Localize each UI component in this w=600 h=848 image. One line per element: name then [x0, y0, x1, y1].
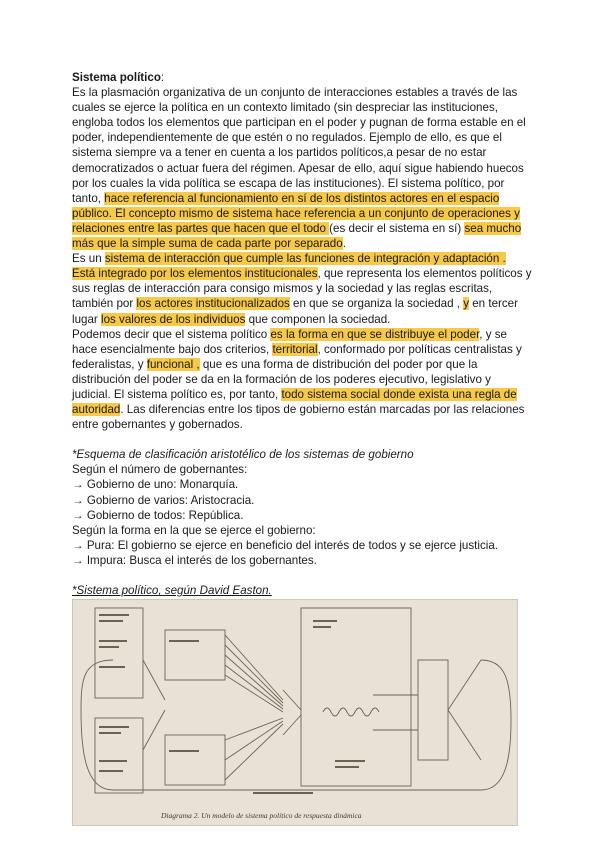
text-run: Es un [72, 252, 105, 266]
section-title: Sistema político: [72, 71, 165, 84]
highlighted-text: hace referencia al funcionamiento en sí de los distintos actores en el espacio público. El concepto mismo de sistema hace referencia a un conjunto de operaciones y relaciones entre las partes que hacen que el todo [72, 191, 520, 235]
text-run: que es una forma de distribución del poder por que la distribución del poder se da en la formación de los poderes ejecutivo, legislativo y judicial. El sistema político es, por tanto, [72, 357, 491, 401]
highlighted-text: territorial [272, 342, 318, 356]
highlighted-text: los valores de los individuos [101, 312, 246, 326]
text-run: (es decir el sistema en sí) [329, 221, 465, 235]
text-run: en que se organiza la sociedad , [289, 297, 464, 311]
text-run: , y se hace esencialmente bajo dos criterios, [72, 327, 508, 356]
scheme-line: → Pura: El gobierno se ejerce en beneficio del interés de todos y se ejerce justicia. [72, 538, 498, 552]
scheme-line: Según la forma en la que se ejerce el gobierno: [72, 523, 316, 537]
paragraph-definition [72, 85, 532, 251]
scheme-line: → Impura: Busca el interés de los gobernantes. [72, 553, 317, 567]
paragraph-distribution [72, 327, 532, 433]
text-run: , que representa los elementos políticos y sus reglas de interacción para consigo mismos y la sociedad y las reglas escritas, también por [72, 267, 532, 311]
figure-caption: Diagrama 2. Un modelo de sistema político de respuesta dinámica [161, 811, 362, 820]
highlighted-text: es la forma en que se distribuye el poder [270, 327, 480, 341]
paragraph-interaction [72, 251, 532, 326]
scheme-line: → Gobierno de varios: Aristocracia. [72, 493, 255, 507]
easton-diagram-image [72, 599, 518, 826]
highlighted-text: todo sistema social donde exista una regla de autoridad [72, 387, 517, 417]
scheme-title: *Esquema de clasificación aristotélico de los sistemas de gobierno [72, 448, 414, 462]
text-run: . Las diferencias entre los tipos de gobierno están marcadas por las relaciones entre gobernantes y gobernados. [72, 403, 525, 432]
scheme-line: → Gobierno de uno: Monarquía. [72, 478, 239, 492]
text-run: que componen la sociedad. [245, 312, 391, 326]
text-run: Es la plasmación organizativa de un conjunto de interacciones estables a través de las cuales se ejerce la política en un contexto limitado (sin despreciar las instituciones, engloba todos los elementos que participan en el poder y pugnan de forma estable en el poder, independientemente de que estén o no regulados. Ejemplo de ello, es que el sistema siempre va a tener en cuenta a los partidos políticos,a pesar de no estar democratizados o actuar fuera del régimen. Apesar de ello, aquí sigue habiendo huecos por los cuales la vida política se escapa de las instituciones). El sistema político, por tanto, [72, 86, 526, 205]
highlighted-text: sistema de interacción que cumple las funciones de integración y adaptación . Está integrado por los elementos institucionales [72, 252, 506, 281]
document-body [72, 70, 532, 598]
easton-title: *Sistema político, según David Easton. [72, 584, 272, 597]
text-run: Podemos decir que el sistema político [72, 327, 271, 341]
text-run: . [342, 237, 346, 251]
highlighted-text: funcional , [146, 357, 200, 371]
highlighted-text: los actores institucionalizados [136, 297, 290, 311]
text-run: , conformado por políticas centralistas y federalistas, y [72, 342, 522, 371]
scheme-line: → Gobierno de todos: República. [72, 508, 244, 522]
scheme-line: Según el número de gobernantes: [72, 463, 248, 477]
highlighted-text: y [463, 297, 470, 311]
text-run: en tercer lugar [72, 297, 518, 326]
easton-diagram-svg [73, 600, 517, 825]
highlighted-text: sea mucho más que la simple suma de cada parte por separado [72, 221, 522, 251]
